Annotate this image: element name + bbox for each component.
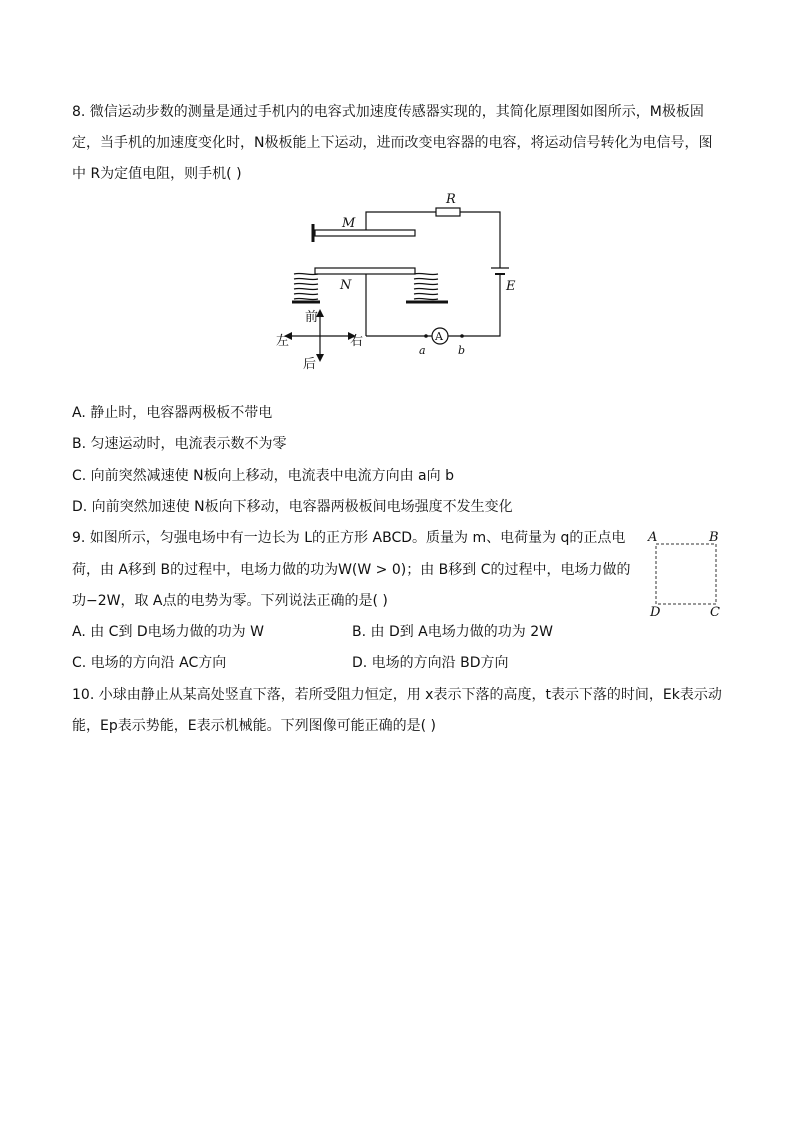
label-ammeter: A bbox=[435, 330, 443, 343]
label-m: M bbox=[342, 216, 356, 231]
q8-stem-line-3: 中 R为定值电阻，则手机( ) bbox=[72, 166, 242, 182]
q9-stem-line-3: 功−2W，取 A点的电势为零。下列说法正确的是( ) bbox=[72, 593, 388, 609]
q8-option-d: D. 向前突然加速使 N板向下移动，电容器两极板间电场强度不发生变化 bbox=[72, 499, 513, 515]
point-b bbox=[460, 334, 464, 338]
q9-square-figure bbox=[646, 528, 726, 620]
label-e: E bbox=[506, 279, 516, 294]
m-plate bbox=[315, 230, 415, 236]
q8-stem-line-1: 8. 微信运动步数的测量是通过手机内的电容式加速度传感器实现的，其简化原理图如图所示，M极板固 bbox=[72, 104, 704, 120]
label-front: 前 bbox=[305, 310, 319, 325]
n-plate bbox=[315, 268, 415, 274]
q8-option-c: C. 向前突然减速使 N板向上移动，电流表中电流方向由 a向 b bbox=[72, 468, 454, 484]
q9-option-c: C. 电场的方向沿 AC方向 bbox=[72, 655, 227, 671]
point-a bbox=[424, 334, 428, 338]
q9-option-b: B. 由 D到 A电场力做的功为 2W bbox=[352, 624, 553, 640]
q9-option-a: A. 由 C到 D电场力做的功为 W bbox=[72, 624, 264, 640]
right-spring bbox=[406, 273, 448, 302]
q10-stem-line-2: 能，Ep表示势能，E表示机械能。下列图像可能正确的是( ) bbox=[72, 718, 436, 734]
label-back: 后 bbox=[303, 357, 317, 372]
label-square-c: C bbox=[710, 605, 720, 620]
label-square-b: B bbox=[709, 530, 719, 545]
q9-stem-line-1: 9. 如图所示，匀强电场中有一边长为 L的正方形 ABCD。质量为 m、电荷量为 q的正点电 bbox=[72, 530, 626, 546]
q10-stem-line-1: 10. 小球由静止从某高处竖直下落，若所受阻力恒定，用 x表示下落的高度，t表示下落的时间，Ek表示动 bbox=[72, 687, 722, 703]
label-left: 左 bbox=[276, 334, 290, 349]
q8-option-b: B. 匀速运动时，电流表示数不为零 bbox=[72, 436, 287, 452]
label-right: 右 bbox=[350, 334, 364, 349]
wire-r-to-e bbox=[460, 212, 500, 268]
resistor-r bbox=[436, 208, 460, 216]
q8-stem-line-2: 定，当手机的加速度变化时，N极板能上下运动，进而改变电容器的电容，将运动信号转化为电信号，图 bbox=[72, 135, 713, 151]
label-b: b bbox=[458, 344, 466, 357]
wire-e-to-b bbox=[468, 274, 500, 336]
q8-circuit-figure bbox=[270, 188, 520, 378]
label-square-d: D bbox=[650, 605, 661, 620]
left-spring bbox=[292, 273, 320, 302]
wire-m-to-r bbox=[366, 212, 436, 230]
label-r: R bbox=[446, 192, 456, 207]
square-abcd bbox=[656, 544, 716, 604]
label-a: a bbox=[419, 344, 426, 357]
q8-option-a: A. 静止时，电容器两极板不带电 bbox=[72, 405, 273, 421]
label-n: N bbox=[340, 278, 352, 293]
q9-stem-line-2: 荷，由 A移到 B的过程中，电场力做的功为W(W > 0)；由 B移到 C的过程中，电场力做的 bbox=[72, 562, 631, 578]
q9-option-d: D. 电场的方向沿 BD方向 bbox=[352, 655, 509, 671]
label-square-a: A bbox=[648, 530, 658, 545]
